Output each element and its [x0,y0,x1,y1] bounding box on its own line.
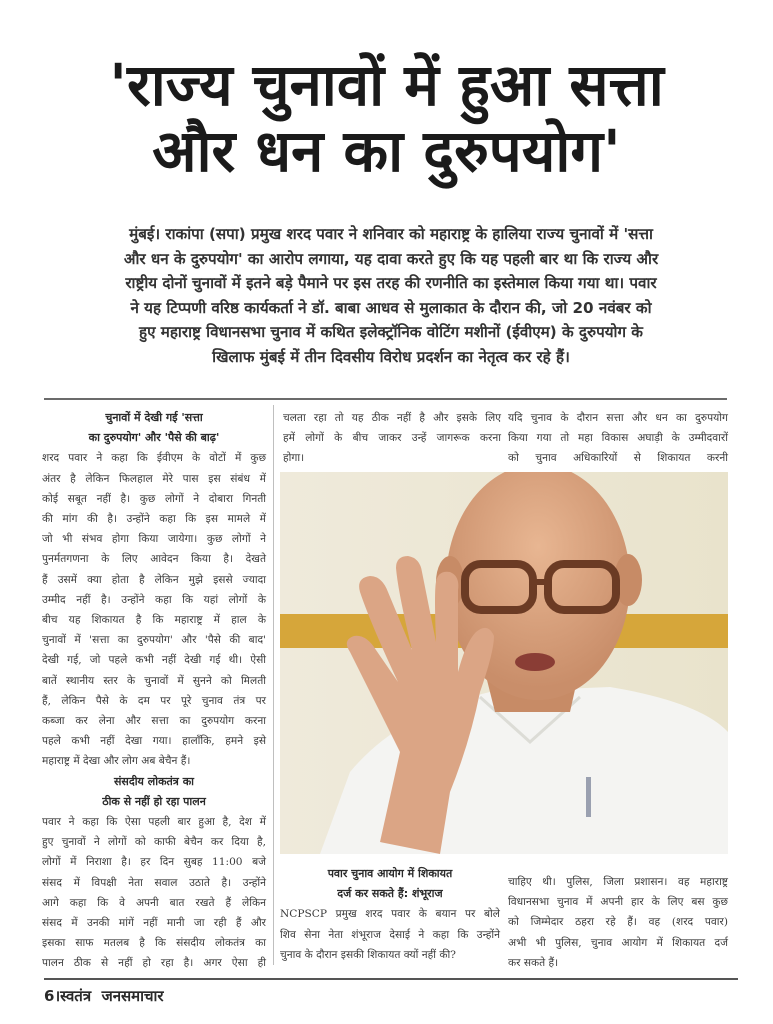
intro-line: ने यह टिप्पणी वरिष्ठ कार्यकर्ता ने डॉ. बाबा आधव से मुलाकात के दौरान की, जो 20 नवंबर को [130,298,652,317]
text-line: कोई सबूत नहीं है। कुछ लोगों ने दोबारा गिनती [42,492,266,505]
footer-separator: । [54,987,61,1005]
intro-paragraph [46,222,736,370]
text-line: देखी गई, जो पहले कभी नहीं देखी गई थी। ऐसी [42,654,266,667]
text-line: जो भी संभव होगा किया जायेगा। कुछ लोगों ने [42,533,266,546]
text-line: NCPSCP प्रमुख शरद पवार के बयान पर बोले [280,908,500,921]
text-line: अंतर है लेकिन फिलहाल मेरे पास इस संबंध में [42,472,266,485]
column-3-top [508,408,728,469]
text-line: हैं उसमें क्या होता है लेकिन मुझे इससे ज्यादा [42,573,266,586]
divider-bottom [44,978,738,980]
subheading-line: दर्ज कर सकते हैं: शंभूराज [337,887,443,901]
text-line: किया गया तो महा विकास अघाड़ी के उम्मीदवारों [508,432,728,445]
text-line: संसद में उनकी मांगें नहीं मानी जा रही हैं और [42,917,266,930]
text-line: आगे कहा कि वे अपनी बात रखते हैं लेकिन [42,896,266,909]
column-2-bottom [280,864,500,965]
text-line: को जिम्मेदार ठहरा रहे हैं। वह (शरद पवार) [508,916,728,929]
subheading-line: पवार चुनाव आयोग में शिकायत [327,867,453,880]
text-line: लोगों में निराशा है। हर दिन सुबह 11:00 बजे [42,856,266,869]
column1-paragraph-2 [42,812,266,974]
pen [586,777,591,817]
text-line: विधानसभा चुनाव में अपनी हार के लिए बस कुछ [508,896,728,909]
intro-line: खिलाफ मुंबई में तीन दिवसीय विरोध प्रदर्शन का नेतृत्व कर रहे हैं। [212,347,570,366]
headline-line-1: 'राज्य चुनावों में हुआ सत्ता [109,51,664,119]
column1-paragraph-1 [42,448,266,771]
headline [0,52,773,184]
text-line: पालन ठीक से नहीं हो रहा है। अगर ऐसा ही [42,957,266,970]
text-line: शिव सेना नेता शंभूराज देसाई ने कहा कि उन्होंने [280,928,500,941]
text-line: महाराष्ट्र में देखा और लोग अब बेचैन हैं। [42,755,191,768]
text-line: हुए चुनावों ने लोगों को काफी बेचैन कर दिया है, [42,836,266,849]
text-line: कब्जा कर लेना और सत्ता का दुरुपयोग करना [42,715,266,728]
text-line: पवार ने कहा कि ऐसा पहली बार हुआ है, देश में [42,816,266,829]
text-line: उम्मीद नहीं है। उन्होंने कहा कि यहां लोगों के [42,593,266,606]
text-line: पुनर्मतगणना के लिए आवेदन किया है। देखते [42,553,266,566]
subheading-3 [280,864,500,904]
text-line: को चुनाव अधिकारियों से शिकायत करनी [508,452,728,465]
portrait-illustration [280,472,728,854]
subheading-line: चुनावों में देखी गई 'सत्ता [105,411,203,424]
text-line: की मांग की है। उन्होंने कहा कि इस मामले में [42,513,266,526]
text-line: बातें स्थानीय स्तर के चुनावों में सुनने को मिलती [42,674,266,687]
text-line: शरद पवार ने कहा कि ईवीएम के वोटों में कुछ [42,452,266,465]
subheading-1 [42,408,266,448]
text-line: कर सकते हैं। [508,956,559,969]
text-line: पहले कभी नहीं देखा गया। हालाँकि, हमने इसे [42,735,266,748]
page-number: 6 [44,987,55,1005]
publication-name: स्वतंत्र जनसमाचार [60,987,164,1005]
subheading-line: का दुरुपयोग' और 'पैसे की बाढ़' [88,431,220,445]
text-line: अभी भी पुलिस, चुनाव आयोग में शिकायत दर्ज [508,936,728,949]
text-line: चलता रहा तो यह ठीक नहीं है और इसके लिए [283,412,501,424]
subheading-line: ठीक से नहीं हो रहा पालन [102,794,206,808]
text-line: यदि चुनाव के दौरान सत्ता और धन का दुरुपयोग [508,412,728,424]
text-line: चुनावों में 'सत्ता का दुरुपयोग' और 'पैसे की बाद' [42,634,266,647]
column-2-top [283,408,501,469]
text-line: चाहिए थी। पुलिस, जिला प्रशासन। वह महाराष्ट्र [508,876,728,888]
intro-line: हुए महाराष्ट्र विधानसभा चुनाव में कथित इलेक्ट्रॉनिक वोटिंग मशीनों (ईवीएम) के दुरुपयोग के [139,323,643,342]
mouth [515,653,555,671]
subheading-2 [42,772,266,812]
headline-line-2: और धन का दुरुपयोग' [152,117,621,185]
text-line: संसद में विपक्षी नेता सवाल उठाते है। उन्होंने [42,876,266,889]
column-1 [42,408,266,974]
text-line: चुनाव के दौरान इसकी शिकायत क्यों नहीं की? [280,948,456,961]
text-line: होगा। [283,452,305,465]
divider-top [44,398,727,400]
intro-line: राष्ट्रीय दोनों चुनावों में इतने बड़े पैमाने पर इस तरह की रणनीति का इस्तेमाल किया गया था। पवार [125,274,657,293]
text-line: हैं, लेकिन पैसे के दम पर पूरे चुनाव तंत्र पर [42,694,266,707]
news-photo [280,472,728,854]
text-line: हमें लोगों के बीच जाकर उन्हें जागरूक करना [283,432,501,445]
page-footer [44,986,164,1006]
intro-line: और धन के दुरुपयोग' का आरोप लगाया, यह दावा करते हुए कि यह पहली बार था कि राज्य और [123,249,659,268]
text-line: इसका साफ मतलब है कि संसदीय लोकतंत्र का [42,937,266,950]
column-divider [273,405,274,965]
column-3-bottom [508,872,728,973]
text-line: बीच यह शिकायत है कि महाराष्ट्र में हाल के [42,614,266,627]
intro-line: मुंबई। राकांपा (सपा) प्रमुख शरद पवार ने शनिवार को महाराष्ट्र के हालिया राज्य चुनावों में 'सत्ता [129,225,653,243]
subheading-line: संसदीय लोकतंत्र का [114,774,194,788]
